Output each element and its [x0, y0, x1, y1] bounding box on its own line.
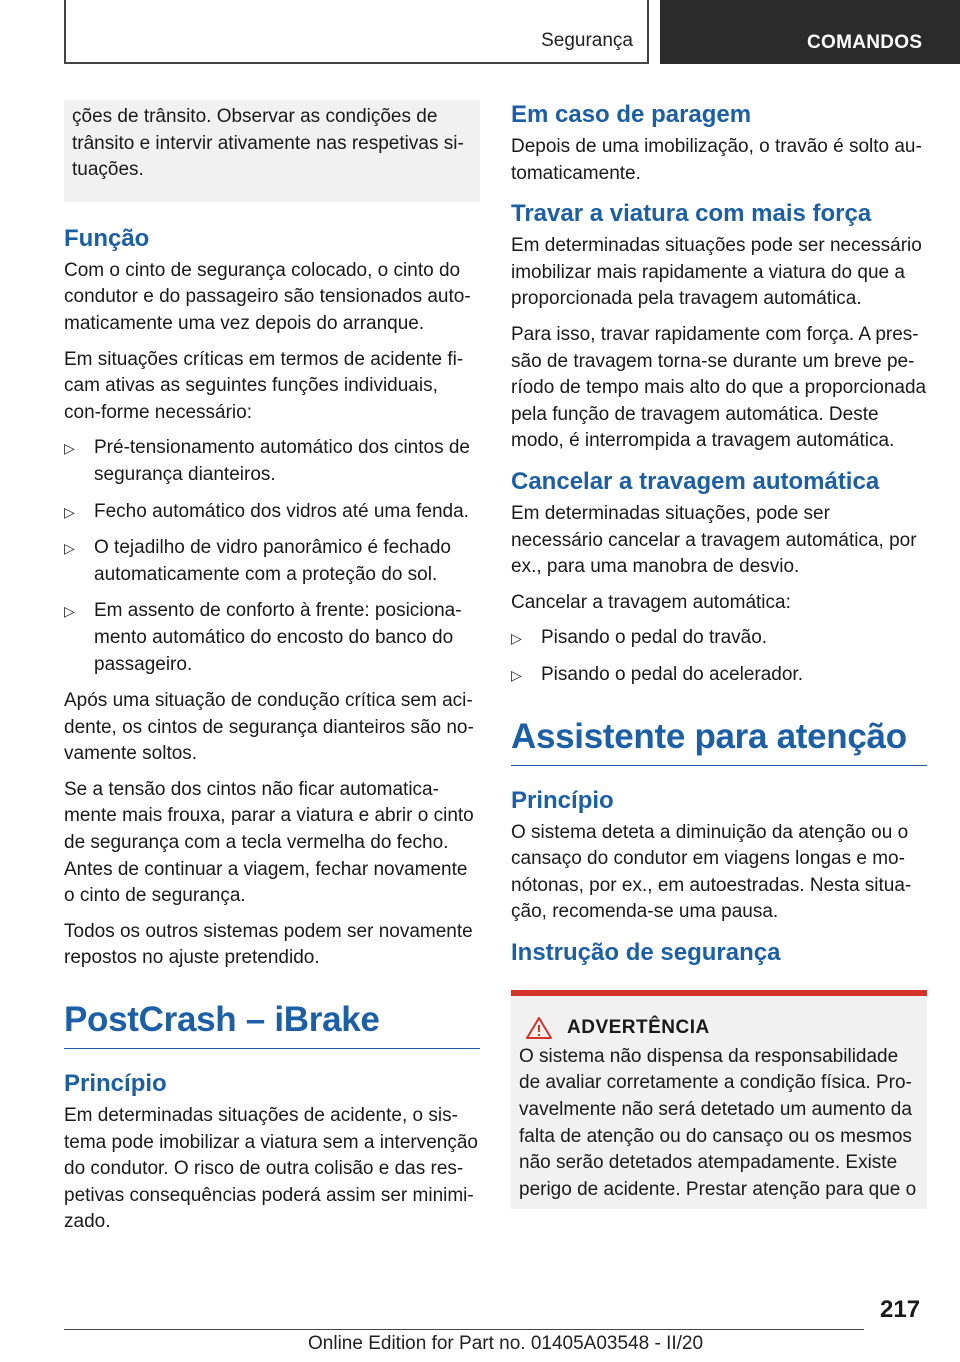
right-column: [511, 100, 927, 1209]
list-item: [64, 598, 480, 678]
triangle-bullet-icon: ▷: [64, 540, 75, 557]
paragraph: Se a tensão dos cintos não ficar automatica-mente mais frouxa, parar a viatura e abrir o cinto de segurança com a tecla vermelha do fecho. Antes de continuar a viagem, fechar novamente o cinto de segurança.: [64, 778, 474, 907]
header-tab-box: [660, 0, 960, 64]
heading-cancelar: Cancelar a travagem automática: [511, 467, 880, 495]
cancel-list: [511, 625, 927, 688]
warning-box: [511, 990, 927, 1210]
function-list: [64, 435, 480, 678]
heading-paragem: Em caso de paragem: [511, 101, 752, 128]
note-text: ções de trânsito. Observar as condições de trânsito e intervir ativamente nas respetivas si-tuações.: [72, 106, 464, 181]
list-item: [64, 435, 480, 488]
heading-principio-right: Princípio: [511, 786, 614, 814]
left-column: [64, 100, 480, 1245]
header-section-title: Segurança: [541, 30, 633, 51]
triangle-bullet-icon: ▷: [511, 630, 522, 647]
heading-principio: Princípio: [64, 1070, 167, 1098]
list-item: [511, 662, 927, 689]
list-item-text: Pisando o pedal do travão.: [541, 627, 768, 649]
triangle-bullet-icon: ▷: [64, 603, 75, 620]
list-item-text: Pré-tensionamento automático dos cintos de segurança dianteiros.: [94, 437, 470, 485]
paragraph: Em situações críticas em termos de acidente fi-cam ativas as seguintes funções individuais, con-forme necessário:: [64, 348, 464, 423]
warning-header: [519, 1016, 919, 1040]
list-item: [64, 535, 480, 588]
paragraph: Todos os outros sistemas podem ser novamente repostos no ajuste pretendido.: [64, 920, 473, 969]
heading-postcrash: PostCrash – iBrake: [64, 998, 480, 1049]
header-section-box: [64, 0, 649, 64]
header-tab-label: COMANDOS: [807, 32, 923, 53]
paragraph: Em determinadas situações de acidente, o sis-tema pode imobilizar a viatura sem a intervenção do condutor. O risco de outra colisão e das res-petivas consequências poderá assim ser minimi-zado.: [64, 1105, 478, 1233]
triangle-bullet-icon: ▷: [64, 503, 75, 520]
list-item: [511, 625, 927, 652]
footer-divider: [64, 1329, 864, 1330]
heading-instrucao: Instrução de segurança: [511, 938, 781, 966]
paragraph: Em determinadas situações pode ser necessário imobilizar mais rapidamente a viatura do que a proporcionada pela travagem automática.: [511, 235, 922, 310]
list-item-text: Pisando o pedal do acelerador.: [541, 663, 803, 685]
paragraph: O sistema deteta a diminuição da atenção ou o cansaço do condutor em viagens longas e mo-nótonas, por ex., em autoestradas. Nesta situa-ção, recomenda-se uma pausa.: [511, 821, 912, 923]
triangle-bullet-icon: ▷: [511, 666, 522, 683]
list-item: [64, 499, 480, 526]
warning-text: O sistema não dispensa da responsabilidade de avaliar corretamente a condição física. Pro-vavelmente não será detetado um aumento da falta de atenção ou do cansaço ou os mesmos não serão detetados atempadamente. Existe perigo de acidente. Prestar atenção para que o: [519, 1045, 917, 1200]
list-item-text: Fecho automático dos vidros até uma fenda.: [94, 500, 469, 522]
warning-triangle-icon: [525, 1016, 553, 1040]
heading-funcao: Função: [64, 224, 150, 252]
footer-edition: Online Edition for Part no. 01405A03548 - II/20: [308, 1333, 704, 1354]
heading-travar: Travar a viatura com mais força: [511, 200, 872, 228]
paragraph: Com o cinto de segurança colocado, o cinto do condutor e do passageiro são tensionados auto-maticamente uma vez depois do arranque.: [64, 259, 471, 334]
paragraph: Em determinadas situações, pode ser necessário cancelar a travagem automática, por ex., para uma manobra de desvio.: [511, 502, 917, 578]
list-item-text: O tejadilho de vidro panorâmico é fechado automaticamente com a proteção do sol.: [94, 537, 452, 585]
paragraph: Para isso, travar rapidamente com força. A pres-são de travagem torna-se durante um breve pe-ríodo de tempo mais alto do que a proporcionada pela função de travagem automática. Deste modo, é interrompida a travagem automática.: [511, 323, 927, 452]
triangle-bullet-icon: ▷: [64, 440, 75, 457]
page-number: 217: [880, 1296, 921, 1323]
list-item-text: Em assento de conforto à frente: posiciona-mento automático do encosto do banco do passageiro.: [94, 600, 462, 675]
paragraph: Cancelar a travagem automática:: [511, 591, 791, 613]
paragraph: Após uma situação de condução crítica sem aci-dente, os cintos de segurança dianteiros são no-vamente soltos.: [64, 690, 474, 765]
heading-assistente: Assistente para atenção: [511, 715, 927, 766]
warning-label: ADVERTÊNCIA: [567, 1016, 710, 1038]
note-box: [64, 100, 480, 202]
paragraph: Depois de uma imobilização, o travão é solto au-tomaticamente.: [511, 136, 922, 184]
